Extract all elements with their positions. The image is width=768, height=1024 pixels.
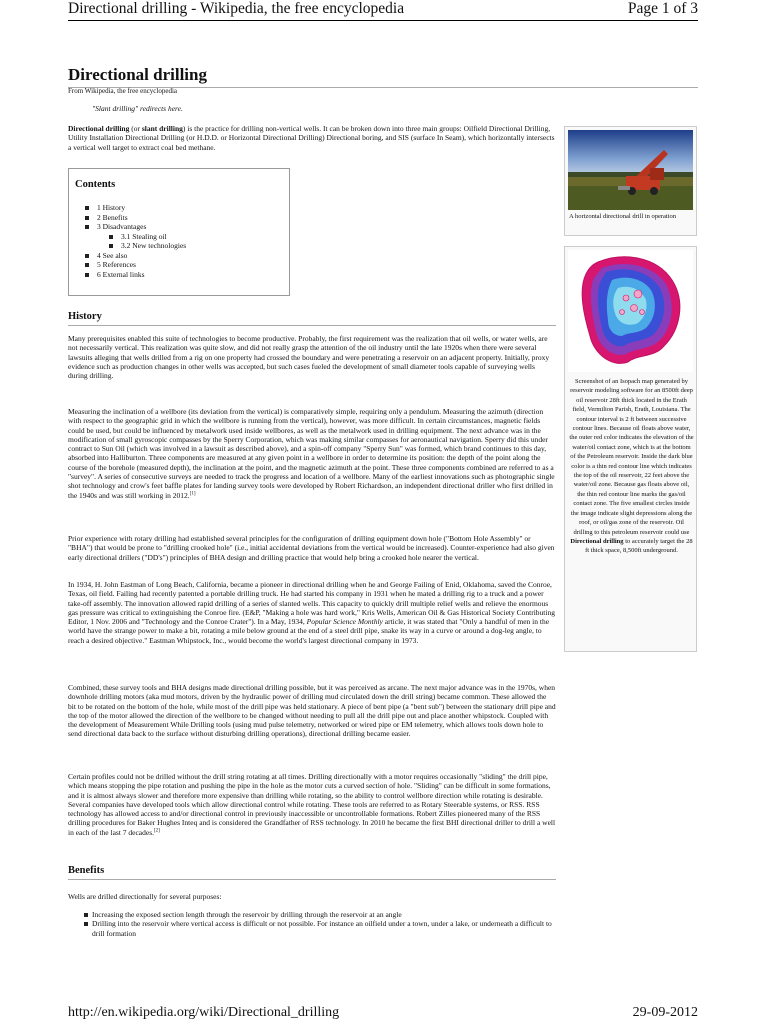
history-p4-a: In 1934, H. John Eastman of Long Beach, California, became a pioneer in directional drilling when he and George Failing of Enid, Oklahoma, saved the Conroe, Texas, oil field. Failing had recently patented a portable drilling truck. He had started his company in 1931 when he mated a drilling rig to a truck and a power take-off assembly. The innovation allowed rapid drilling of a series of slanted wells. This capacity to quickly drill multiple relief wells and relieve the enormous gas pressure was critical to extinguishing the Conroe fire. (E&P, "Making a hole was hard work," Kris Wells, American Oil & Gas Historical Society Contributing Editor, 1 Nov. 2006 and "Technology and the Conroe Crater"). In a May, 1934, — [68, 580, 555, 627]
page-number: Page 1 of 3 — [627, 0, 698, 17]
figure-caption — [569, 377, 694, 556]
isopach-map-image[interactable] — [568, 250, 693, 372]
page-footer — [68, 1004, 698, 1022]
article-title: Directional drilling — [68, 65, 698, 88]
history-heading: History — [68, 310, 556, 326]
intro-bold-term: Directional drilling — [68, 124, 130, 133]
toc-item-history[interactable]: 1 History — [85, 203, 186, 213]
benefits-lead: Wells are drilled directionally for several purposes: — [68, 892, 222, 901]
print-date: 29-09-2012 — [632, 1005, 698, 1020]
history-paragraph-2 — [68, 407, 556, 500]
benefits-list — [84, 910, 556, 938]
history-paragraph-5: Combined, these survey tools and BHA designs made directional drilling possible, but it was perceived as arcane. The next major advance was in the 1970s, when downhole drilling motors (aka mud motors, driven by the hydraulic power of drilling mud circulated down the drill string) became common. These allowed the bit to be rotated on the bottom of the hole, while most of the drill pipe was held stationary. A piece of bent pipe (a "bent sub") between the stationary drill pipe and the top of the motor allowed the direction of the wellbore to be changed without needing to pull all the drill pipe out and place another whipstock. Coupled with the development of Measurement While Drilling tools (using mud pulse telemetry, networked or wired pipe or EM telemetry, which allows tools down hole to send directional data back to the surface without disturbing drilling operations), directional drilling became easier. — [68, 683, 556, 739]
history-paragraph-6 — [68, 772, 556, 837]
toc-item-stealing-oil[interactable]: 3.1 Stealing oil — [109, 232, 186, 242]
magazine-title: Popular Science Monthly — [306, 617, 383, 627]
toc-item-benefits[interactable]: 2 Benefits — [85, 213, 186, 223]
table-of-contents — [68, 168, 290, 296]
history-paragraph-1: Many prerequisites enabled this suite of technologies to become productive. Probably, the first requirement was the realization that oil wells, or water wells, are not necessarily vertical. This realization was quite slow, and did not really grasp the attention of the oil industry until the late 1920s when there were several lawsuits alleging that wells drilled from a rig on one property had crossed the boundary and were penetrating a reservoir on an adjacent property. Initially, proxy evidence such as production changes in other wells was accepted, but such cases fueled the development of small diameter tools capable of surveying wells during drilling. — [68, 334, 550, 381]
intro-rest: ) is the practice for drilling non-vertical wells. It can be broken down into three main groups: Oilfield Directional Drilling, Utility Installation Directional Drilling (or H.D.D. or Horizontal Directional Drilling) Directional boring, and SIS (surface In Seam), which horizontally intersects a vertical well target to extract coal bed methane. — [68, 124, 555, 152]
toc-list — [85, 203, 186, 279]
figure-drill-photo — [564, 126, 697, 236]
history-p6-text: Certain profiles could not be drilled without the drill string rotating at all times. Drilling directionally with a motor requires occasionally "sliding" the drill pipe, which means stopping the pipe rotation and pushing the pipe in the hole as the motor cuts a curved section of hole. "Sliding" can be difficult in some formations, and it is almost always slower and therefore more expensive than drilling while rotating, so the ability to control wellbore direction while rotating is desirable. Several companies have developed tools which allow directional control while rotating. These tools are referred to as Rotary Steerable systems, or RSS. RSS technology has allowed access to and/or directional control in previously inaccessible or uncontrollable formations. Robert Zilles pioneered many of the RSS drilling procedures for Baker Hughes Inteq and is considered the Grandfather of RSS technology. In 2010 he became the first BHI directional driller to drill a well in each of the last 7 decades. — [68, 772, 556, 837]
redirect-note: "Slant drilling" redirects here. — [92, 104, 183, 113]
history-paragraph-4 — [68, 580, 556, 645]
fig2-caption-bold: Directional drilling — [570, 537, 624, 545]
intro-paragraph — [68, 124, 556, 152]
site-sub: From Wikipedia, the free encyclopedia — [68, 87, 178, 95]
figure-isopach-map — [564, 246, 697, 652]
figure-caption: A horizontal directional drill in operation — [569, 213, 677, 220]
toc-item-references[interactable]: 5 References — [85, 260, 186, 270]
toc-title: Contents — [75, 179, 116, 190]
header-title: Directional drilling - Wikipedia, the free encyclopedia — [68, 0, 405, 17]
intro-mid: (or — [129, 124, 142, 133]
history-paragraph-3: Prior experience with rotary drilling had established several principles for the configuration of drilling equipment down hole ("Bottom Hole Assembly" or "BHA") that would be prone to "drilling crooked hole" (i.e., initial accidental deviations from the vertical would be increased). Counter-experience had also given early directional drillers ("DD's") principles of BHA design and drilling practice that would help bring a crooked hole nearer the vertical. — [68, 534, 555, 562]
drill-photo-image[interactable] — [568, 130, 693, 210]
toc-item-disadvantages[interactable]: 3 Disadvantages — [85, 222, 186, 232]
page-url: http://en.wikipedia.org/wiki/Directional_drilling — [68, 1005, 340, 1020]
benefits-heading: Benefits — [68, 864, 556, 880]
page-header — [68, 0, 698, 21]
history-p4-b: article, it was stated that "Only a handful of men in the world have the strange power to make a bit, rotating a mile below ground at the end of a steel drill pipe, snake its way in a curve or around a dog-leg angle, to reach a desired objective." Eastman Whipstock, Inc., would become the world's largest directional company in 1973. — [68, 617, 550, 645]
toc-item-new-technologies[interactable]: 3.2 New technologies — [109, 241, 186, 251]
toc-item-external-links[interactable]: 6 External links — [85, 270, 186, 280]
toc-item-see-also[interactable]: 4 See also — [85, 251, 186, 261]
list-item: Drilling into the reservoir where vertical access is difficult or not possible. For instance an oilfield under a town, under a lake, or underneath a difficult to drill formation — [84, 919, 556, 938]
citation-link[interactable]: [2] — [154, 828, 160, 834]
history-p2-text: Measuring the inclination of a wellbore (its deviation from the vertical) is comparatively simple, requiring only a pendulum. Measuring the azimuth (direction with respect to the geographic grid in which the wellbore is running from the vertical), however, was more difficult. In certain circumstances, magnetic fields could be used, but could be influenced by metalwork used inside wellbores, as well as the metalwork used in drilling equipment. The next advance was in the modification of small gyroscopic compasses by the Sperry Corporation, which was making similar compasses for aeronautical navigation. Sperry did this under contract to Sun Oil (which was involved in a lawsuit as described above), and a spin-off company "Sperry Sun" was formed, which brand continues to this day, absorbed into Halliburton. Three components are measured at any given point in a wellbore in order to determine its position: the depth of the point along the course of the borehole (measured depth), the inclination at the point, and the magnetic azimuth at the point. These three components combined are referred to as a "survey". A series of consecutive surveys are needed to track the progress and location of a wellbore. Many of the earliest innovations such as photographic single shot technology and crow's feet baffle plates for landing survey tools were developed by Robert Richardson, an independent directional driller who first drilled in the 1940s and was still working in 2012. — [68, 407, 555, 500]
intro-bold-alt: slant drilling — [141, 124, 183, 133]
fig2-caption-b: to accurately target the 28 ft thick space, 8,500ft underground. — [585, 537, 693, 555]
citation-link[interactable]: [1] — [189, 491, 196, 497]
list-item: Increasing the exposed section length through the reservoir by drilling through the reservoir at an angle — [84, 910, 556, 919]
fig2-caption-a: Screenshot of an Isopach map generated by reservoir modeling software for an 8500ft deep oil reservoir 28ft thick located in the Erath field, Vermilion Parish, Erath, Louisiana. The contour interval is 2 ft between successive contour lines. Because oil floats above water, the outer red color indicates the elevation of the water/oil contact zone, which is at the bottom of the Petroleum reservoir. Inside the dark blue color is a thin red contour line which indicates the top of the oil reservoir, 22 feet above the water/oil zone. Because gas floats above oil, the thin red contour line marks the gas/oil contact zone. The five smallest circles inside the image indicate slight depressions along the roof, or oil/gas zone of the reservoir. Oil drilling to this petroleum reservoir could use — [569, 378, 694, 536]
